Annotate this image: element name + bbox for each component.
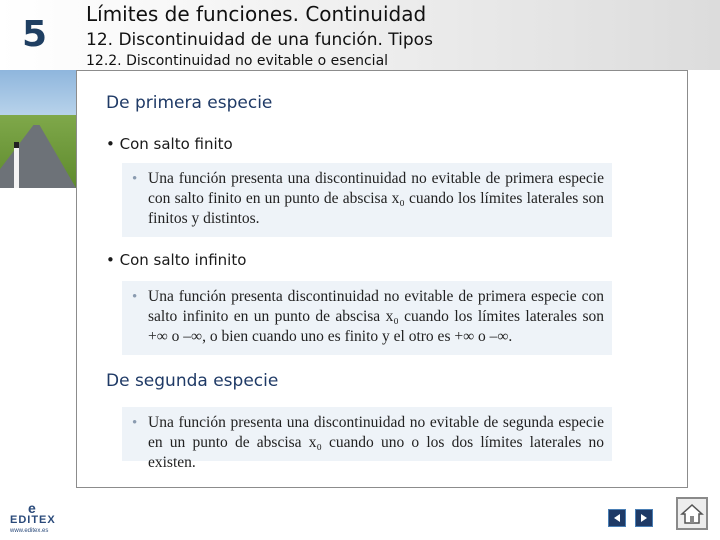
bullet-mark: • bbox=[132, 289, 138, 305]
editex-logo: e EDITEX www.editex.es bbox=[10, 500, 56, 534]
section-title: 12.2. Discontinuidad no evitable o esencial bbox=[86, 53, 389, 69]
bullet-mark: • bbox=[132, 171, 138, 187]
bullet-finite-jump: • Con salto finito bbox=[106, 135, 233, 153]
definition-text: Una función presenta discontinuidad no evitable de primera especie con salto infinito en un punto de abscisa x₀ cuando los límites laterales son +∞ o –∞, o bien cuando uno es finito y el otro es +∞ o –∞. bbox=[148, 288, 604, 345]
definition-infinite-jump bbox=[122, 281, 612, 355]
heading-second-species: De segunda especie bbox=[106, 371, 279, 391]
previous-button[interactable] bbox=[608, 509, 626, 527]
definition-second-species bbox=[122, 407, 612, 471]
bullet-mark: • bbox=[132, 415, 138, 431]
content-panel bbox=[76, 70, 688, 488]
home-button[interactable] bbox=[676, 497, 708, 530]
arrow-right-icon bbox=[639, 513, 649, 523]
arrow-left-icon bbox=[612, 513, 622, 523]
definition-text: Una función presenta una discontinuidad no evitable de primera especie con salto finito en un punto de abscisa x₀ cuando los límites laterales son finitos y distintos. bbox=[148, 170, 604, 227]
heading-first-species: De primera especie bbox=[106, 93, 273, 113]
next-button[interactable] bbox=[635, 509, 653, 527]
home-icon bbox=[680, 503, 704, 525]
page-subtitle: 12. Discontinuidad de una función. Tipos bbox=[86, 30, 433, 50]
chapter-number: 5 bbox=[22, 14, 48, 55]
page-title: Límites de funciones. Continuidad bbox=[86, 2, 427, 26]
definition-text: Una función presenta una discontinuidad no evitable de segunda especie en un punto de abscisa x₀ cuando uno o los dos límites laterales no existen. bbox=[148, 414, 604, 471]
bullet-infinite-jump: • Con salto infinito bbox=[106, 251, 247, 269]
road-photo bbox=[0, 70, 76, 188]
definition-finite-jump bbox=[122, 163, 612, 237]
